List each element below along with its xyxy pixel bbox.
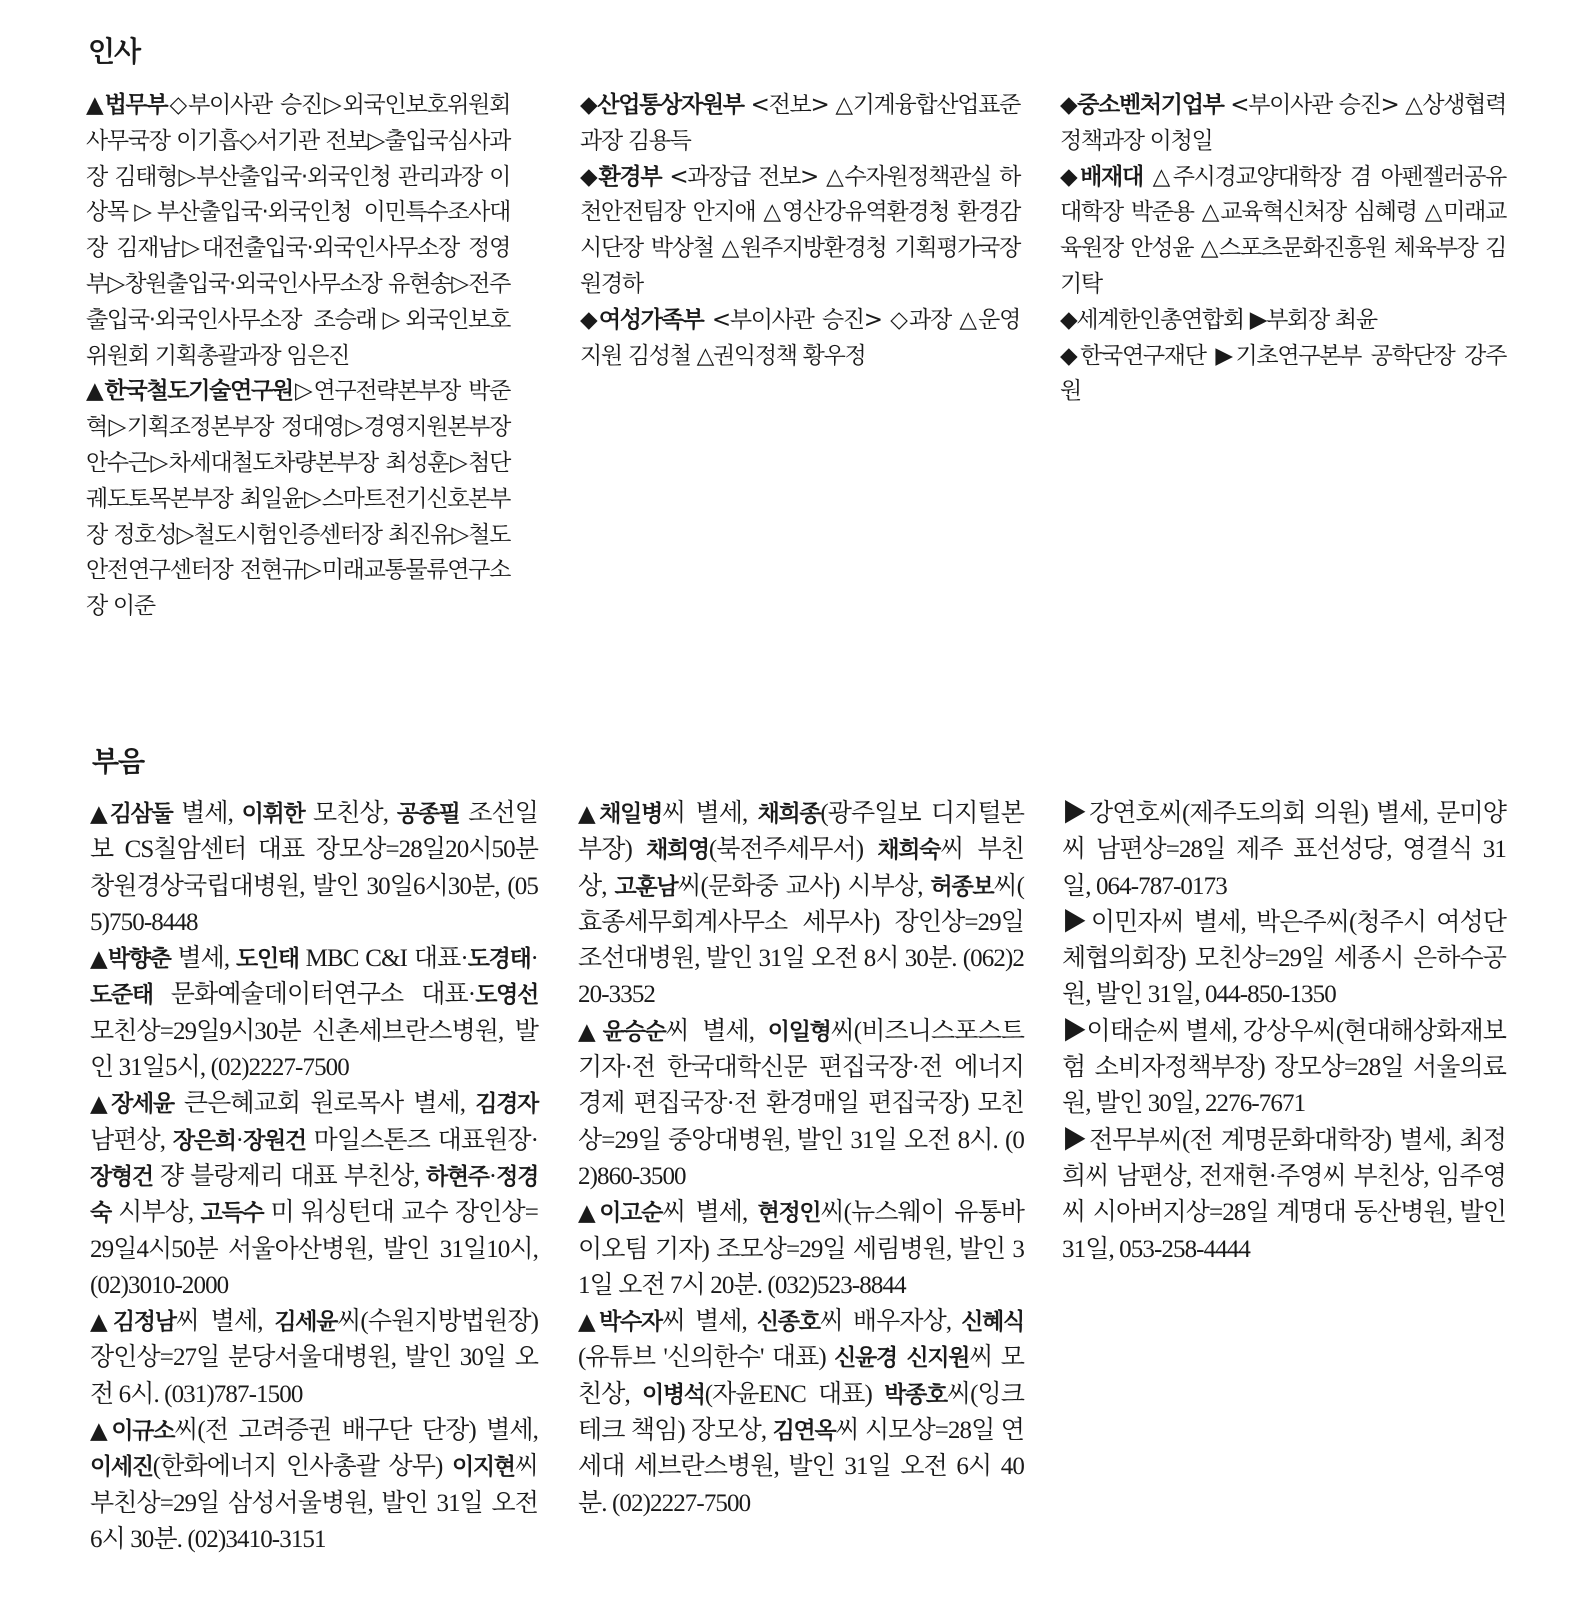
entry-text: 씨 별세, [661,1308,757,1336]
bueum-column-3 [1062,796,1506,1268]
bueum-column-2 [578,796,1024,1522]
entry-name: 이세진 [90,1454,153,1481]
entry-text: · [530,945,538,973]
entry-name: 장은희 [172,1127,236,1154]
entry-name: 박종호 [884,1381,947,1408]
entry-text: 씨 부친상, [578,836,1025,900]
entry [580,303,1020,375]
entry [90,1304,538,1413]
entry-name: ▲박향춘 [90,946,171,973]
entry-text: 남편상, [90,1126,173,1154]
entry-text: 문화예술데이터연구소 대표· [152,981,476,1009]
entry [578,1014,1024,1195]
entry [90,1086,538,1304]
entry-name: 이병석 [641,1381,705,1408]
entry [1062,1014,1506,1123]
entry-text: 씨(문화중 교사) 시부상, [677,872,931,900]
entry-text: 씨 모친상, [578,1344,1024,1408]
entry-name: 도인태 [236,946,299,973]
entry-text: (북전주세무서) [708,836,878,864]
entry [90,796,538,941]
entry-name: ▲법무부 [86,92,168,118]
entry-text: 씨 별세, [175,1308,275,1336]
entry-text: <과장급 전보> △수자원정책관실 하천안전팀장 안지애 △영산강유역환경청 환경감시단장 박상철 △원주지방환경청 기획평가국장 원경하 [580,163,1020,297]
entry-text: 씨 시모상=28일 연세대 세브란스병원, 발인 31일 오전 6시 40분. (02)2227-7500 [578,1417,1024,1517]
entry [578,1195,1024,1304]
entry [1060,88,1506,160]
entry-name: 채희영 [646,837,709,864]
entry-text: 씨 부친상=29일 삼성서울병원, 발인 31일 오전 6시 30분. (02)3410-3151 [90,1453,538,1553]
entry-name: ▲김정남 [90,1309,176,1336]
entry-text: ◆세계한인총연합회 ▶부회장 최윤 [1060,306,1377,333]
insa-column-2 [580,88,1020,374]
entry-text: △주시경교양대학장 겸 아펜젤러공유대학장 박준용 △교육혁신처장 심혜령 △미래교육원장 안성윤 △스포츠문화진흥원 체육부장 김기탁 [1060,163,1506,297]
entry [1062,1123,1506,1268]
insa-column-1 [86,88,510,625]
entry-text: ▶전무부씨(전 계명문화대학장) 별세, 최정희씨 남편상, 전재현·주영씨 부친상, 임주영씨 시아버지상=28일 계명대 동산병원, 발인 31일, 053-258-4444 [1062,1126,1506,1263]
entry-name: ◆중소벤처기업부 [1060,92,1224,118]
entry-text: 씨 별세, [662,800,758,827]
entry-text: 큰은혜교회 원로목사 별세, [173,1090,476,1118]
entry-text: 씨(전 고려증권 배구단 단장) 별세, [174,1417,538,1445]
entry-text: 모친상=29일9시30분 신촌세브란스병원, 발인 31일5시, (02)2227-7500 [90,1017,538,1082]
section-title-insa: 인사 [88,35,141,68]
entry-text: ▶이민자씨 별세, 박은주씨(청주시 여성단체협의회장) 모친상=29일 세종시 은하수공원, 발인 31일, 044-850-1350 [1062,908,1506,1009]
entry-name: 이일형 [767,1018,831,1045]
entry-text: ◆한국연구재단 ▶기초연구본부 공학단장 강주원 [1060,342,1506,405]
entry-text: 마일스톤즈 대표원장· [305,1126,538,1154]
entry-text: (유튜브 '신의한수' 대표) [578,1344,835,1372]
section-title-bueum: 부음 [92,745,145,778]
entry-name: 장형건 [90,1163,153,1190]
entry [1060,303,1506,339]
entry-name: 이지현 [451,1454,515,1481]
entry [90,941,538,1086]
entry [580,88,1020,160]
entry-text: <전보> △기계융합산업표준과장 김용득 [580,92,1020,154]
entry-name: 신종호 [756,1309,820,1336]
entry-name: ▲채일병 [578,801,663,827]
entry-text: 씨 별세, [665,1017,768,1045]
entry-name: ▲이고순 [578,1200,663,1227]
entry-name: 채희종 [757,801,821,827]
entry-text: (한화에너지 인사총괄 상무) [152,1453,452,1481]
entry-text: ▶강연호씨(제주도의회 의원) 별세, 문미양씨 남편상=28일 제주 표선성당, 영결식 31일, 064-787-0173 [1062,800,1506,900]
entry-text: <부이사관 승진> △상생협력정책과장 이청일 [1060,92,1506,154]
entry-name: 이휘한 [241,801,305,827]
entry-text: ▷연구전략본부장 박준혁▷기획조정본부장 정대영▷경영지원본부장 안수근▷차세대철도차량본부장 최성훈▷첨단궤도토목본부장 최일윤▷스마트전기신호본부장 정호성▷철도시험인증센터장 최진유▷철도안전연구센터장 전현규▷미래교통물류연구소장 이준 [86,378,510,620]
entry-name: 김연옥 [772,1418,836,1445]
entry-text: 씨( 효종세무회계사무소 세무사) 장인상=29일 조선대병원, 발인 31일 오전 8시 30분. (062)220-3352 [578,872,1024,1009]
entry-name: ◆배재대 [1060,163,1143,190]
entry-name: 신혜식 [961,1309,1024,1336]
entry [578,796,1024,1014]
entry-text: · [235,1126,244,1154]
entry-text: 씨(잉크테크 책임) 장모상, [578,1380,1025,1445]
entry [86,88,510,374]
entry-text: 씨(비즈니스포스트 기자·전 한국대학신문 편집국장·전 에너지경제 편집국장·전 환경매일 편집국장) 모친상=29일 중앙대병원, 발인 31일 오전 8시. (02)860-3500 [578,1017,1024,1190]
entry-name: ▲윤승순 [578,1018,666,1045]
entry-name: 신윤경 신지원 [834,1345,970,1372]
entry-name: 고득수 [200,1200,264,1227]
entry-name: ▲김삼둘 [90,801,173,827]
entry-text: 별세, [170,945,237,973]
entry-name: 도경태 [467,946,531,973]
entry [578,1304,1024,1522]
entry-name: 정경숙 [90,1163,538,1227]
entry-text: 씨(뉴스웨이 유통바이오팀 기자) 조모상=29일 세림병원, 발인 31일 오전 7시 20분. (032)523-8844 [578,1199,1024,1299]
entry-text: ▶이태순씨 별세, 강상우씨(현대해상화재보험 소비자정책부장) 장모상=28일 서울의료원, 발인 30일, 2276-7671 [1062,1017,1506,1118]
entry-text: (자윤ENC 대표) [704,1380,885,1408]
entry-text: 씨(수원지방법원장) 장인상=27일 분당서울대병원, 발인 30일 오전 6시. (031)787-1500 [90,1308,538,1408]
entry-name: 현정인 [757,1200,821,1227]
insa-column-3 [1060,88,1506,410]
entry-text: <부이사관 승진> ◇과장 △운영지원 김성철 △권익정책 황우정 [580,306,1020,369]
entry-text: 씨 별세, [662,1199,758,1227]
entry [1062,796,1506,905]
entry-name: ▲이규소 [90,1418,175,1445]
entry-name: 허종보 [930,873,994,900]
entry-text: MBC C&I 대표· [298,945,468,973]
entry-name: 도준태 [90,982,153,1009]
entry-text: 시부상, [110,1199,201,1227]
entry-name: 고훈남 [614,873,678,900]
entry-name: 채희숙 [877,837,941,864]
entry-text: 모친상, [304,800,397,827]
entry-name: 김경자 [475,1091,538,1118]
entry-text: 미 워싱턴대 교수 장인상=29일4시50분 서울아산병원, 발인 31일10시, (02)3010-2000 [90,1199,538,1299]
entry [580,160,1020,303]
entry-name: 하현주 [425,1163,489,1190]
entry-name: 공종필 [396,801,460,827]
entry-text: 쟝 블랑제리 대표 부친상, [152,1162,426,1190]
entry-text: 조선일보 CS칠암센터 대표 장모상=28일20시50분 창원경상국립대병원, 발인 30일6시30분, (055)750-8448 [90,800,538,936]
entry-text: ◇부이사관 승진▷외국인보호위원회 사무국장 이기흡◇서기관 전보▷출입국심사과장 김태형▷부산출입국·외국인청 관리과장 이상목▷부산출입국·외국인청 이민특수조사대장 김재남▷대전출입국·외국인사무소장 정영부▷창원출입국·외국인사무소장 유현송▷전주출입국·외국인사무소장 조승래▷외국인보호위원회 기획총괄과장 임은진 [86,92,510,369]
entry-text: 별세, [172,800,242,827]
entry-name: 김세윤 [274,1309,338,1336]
entry [1060,339,1506,411]
entry-name: ▲한국철도기술연구원 [86,378,293,405]
entry-name: ◆산업통상자원부 [580,92,744,118]
entry [86,374,510,625]
entry-name: ▲박수자 [578,1309,662,1336]
entry-name: 장원건 [243,1127,306,1154]
entry [1060,160,1506,303]
bueum-column-1 [90,796,538,1558]
entry-text: 씨 배우자상, [819,1308,962,1336]
entry [90,1413,538,1558]
entry-name: 도영선 [475,982,538,1009]
entry [1062,905,1506,1014]
entry-name: ◆여성가족부 [580,306,704,333]
entry-name: ◆환경부 [580,163,662,190]
entry-text: · [488,1162,497,1190]
entry-name: ▲장세윤 [90,1091,174,1118]
entry-text: (광주일보 디지털본부장) [578,800,1024,864]
